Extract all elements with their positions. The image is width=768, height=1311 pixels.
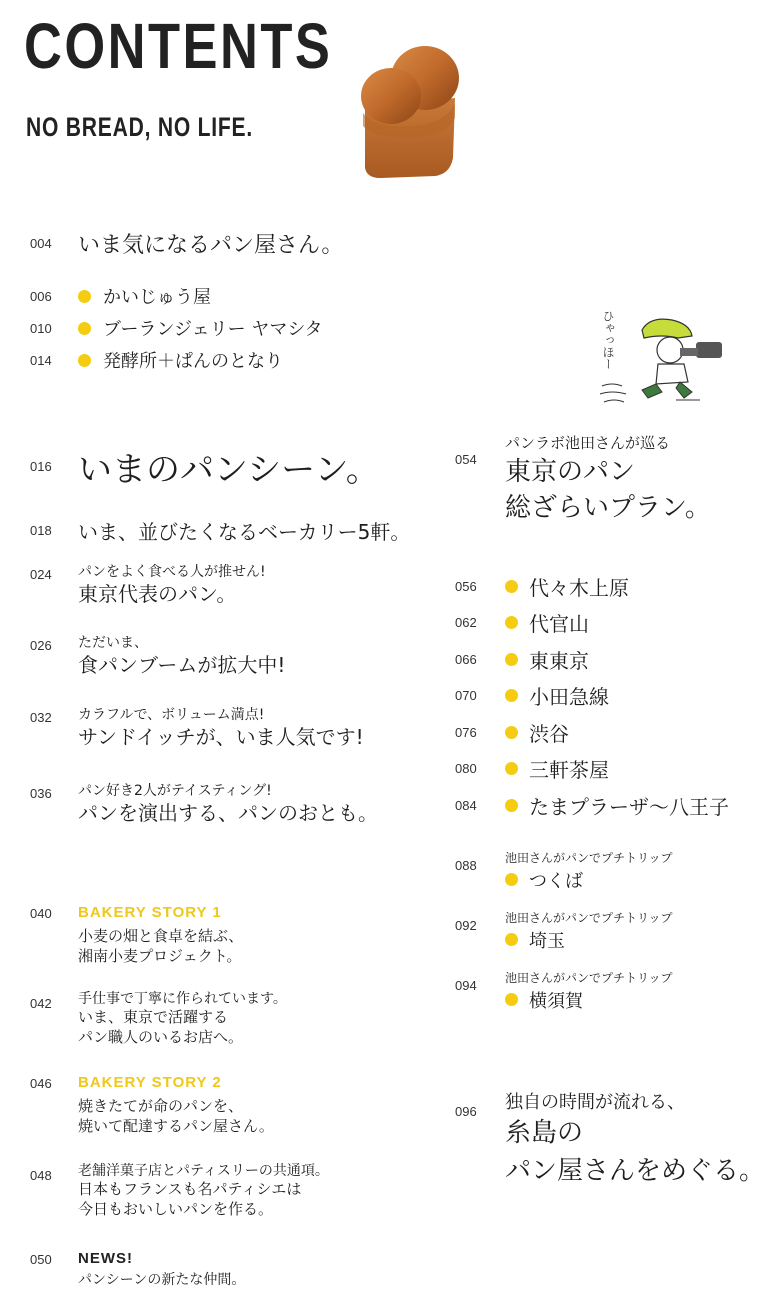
bullet-dot	[505, 873, 518, 886]
area-title: 小田急線	[529, 685, 609, 710]
area-list	[455, 568, 729, 824]
entry-line: パン職人のいるお店へ。	[78, 1027, 244, 1046]
entry-title: いま気になるパン屋さん。	[78, 233, 344, 258]
area-title: 代々木上原	[529, 575, 629, 600]
story-label: BAKERY STORY 2	[78, 1074, 222, 1091]
bullet-dot	[78, 322, 91, 335]
entry-line: 今日もおいしいパンを作る。	[78, 1199, 274, 1218]
page-number: 070	[455, 688, 477, 704]
trip-title: 埼玉	[529, 930, 565, 952]
entry-title: パンを演出する、パンのおとも。	[78, 801, 378, 826]
bread-loaf-image	[355, 38, 465, 183]
page-number: 040	[30, 906, 52, 921]
page-number: 036	[30, 786, 52, 801]
entry-title: ブーランジェリー ヤマシタ	[103, 319, 323, 340]
page-number: 084	[455, 797, 477, 813]
entry-line: 湘南小麦プロジェクト。	[78, 946, 242, 965]
page-number: 076	[455, 724, 477, 740]
entry-title: サンドイッチが、いま人気です!	[78, 725, 364, 750]
page-subtitle: NO BREAD, NO LIFE.	[26, 112, 253, 142]
feature-title-line: パン屋さんをめぐる。	[505, 1155, 766, 1186]
entry-line: 小麦の畑と食卓を結ぶ、	[78, 927, 244, 945]
area-entry[interactable]	[455, 751, 729, 788]
entry-line: いま、東京で活躍する	[78, 1008, 229, 1027]
bullet-dot	[505, 799, 518, 812]
page-number: 054	[455, 452, 477, 467]
feature-title-line: 総ざらいプラン。	[505, 492, 711, 523]
toc-entry[interactable]	[30, 634, 285, 678]
toc-entry[interactable]	[30, 563, 266, 607]
trip-subtitle: 池田さんがパンでプチトリップ	[505, 971, 673, 985]
entry-title: 発酵所＋ぱんのとなり	[103, 351, 283, 372]
entry-title: 東京代表のパン。	[78, 582, 237, 607]
feature-title-line: 東京のパン	[505, 456, 636, 487]
toc-entry[interactable]	[30, 1162, 329, 1219]
toc-entry[interactable]	[30, 706, 364, 750]
page-number: 062	[455, 615, 477, 631]
toc-entry[interactable]	[30, 1074, 274, 1136]
page-number: 032	[30, 710, 52, 725]
news-label: NEWS!	[78, 1250, 133, 1267]
toc-entry[interactable]	[30, 782, 378, 826]
trip-entry[interactable]	[455, 850, 673, 893]
page-number: 050	[30, 1252, 52, 1267]
feature-title-line: 糸島の	[505, 1118, 584, 1149]
trip-subtitle: 池田さんがパンでプチトリップ	[505, 911, 673, 925]
toc-entry[interactable]	[30, 1250, 245, 1289]
area-entry[interactable]	[455, 605, 729, 642]
area-entry[interactable]	[455, 787, 729, 824]
page-number: 094	[455, 978, 477, 993]
toc-entry[interactable]	[30, 283, 211, 309]
area-title: 東東京	[529, 648, 589, 673]
entry-line: 日本もフランスも名パティシエは	[78, 1180, 302, 1199]
page-number: 024	[30, 567, 52, 582]
page-number: 096	[455, 1104, 477, 1119]
section-heading[interactable]	[30, 442, 380, 491]
feature-entry[interactable]	[455, 1090, 765, 1191]
area-entry[interactable]	[455, 641, 729, 678]
entry-title: かいじゅう屋	[103, 287, 211, 308]
toc-entry[interactable]	[30, 904, 243, 966]
entry-line: 老舗洋菓子店とパティスリーの共通項。	[78, 1163, 329, 1179]
area-entry[interactable]	[455, 714, 729, 751]
page-number: 088	[455, 858, 477, 873]
page-number: 042	[30, 996, 52, 1011]
toc-entry[interactable]	[30, 347, 283, 373]
bullet-dot	[505, 616, 518, 629]
area-title: たまプラーザ〜八王子	[529, 794, 729, 819]
feature-entry[interactable]	[455, 434, 711, 526]
page-number: 014	[30, 352, 52, 368]
entry-subtitle: ただいま、	[78, 635, 148, 651]
trip-title: つくば	[529, 870, 583, 892]
feature-subtitle: パンラボ池田さんが巡る	[505, 434, 671, 452]
entry-title: 食パンブームが拡大中!	[78, 653, 286, 678]
bullet-dot	[505, 653, 518, 666]
entry-line: 焼きたてが命のパンを、	[78, 1097, 244, 1115]
area-title: 三軒茶屋	[529, 758, 609, 783]
bullet-dot	[505, 726, 518, 739]
story-label: BAKERY STORY 1	[78, 904, 222, 921]
area-entry[interactable]	[455, 568, 729, 605]
entry-line: 焼いて配達するパン屋さん。	[78, 1116, 274, 1135]
toc-entry[interactable]	[30, 228, 343, 259]
character-illustration	[592, 308, 742, 408]
bullet-dot	[505, 580, 518, 593]
trip-subtitle: 池田さんがパンでプチトリップ	[505, 851, 673, 865]
page-number: 056	[455, 578, 477, 594]
illustration-caption: ひゃっほー	[601, 310, 615, 370]
area-title: 代官山	[529, 612, 589, 637]
entry-subtitle: パン好き2人がテイスティング!	[78, 783, 272, 799]
page-number: 092	[455, 918, 477, 933]
entry-line: 手仕事で丁寧に作られています。	[78, 991, 287, 1007]
page-number: 006	[30, 288, 52, 304]
page-number: 046	[30, 1076, 52, 1091]
toc-entry[interactable]	[30, 315, 323, 341]
bullet-dot	[505, 933, 518, 946]
bullet-dot	[505, 689, 518, 702]
page-number: 018	[30, 523, 52, 538]
bullet-dot	[78, 290, 91, 303]
bullet-dot	[78, 354, 91, 367]
runner-icon	[592, 308, 742, 408]
area-title: 渋谷	[529, 721, 569, 746]
entry-line: パンシーンの新たな仲間。	[78, 1272, 246, 1288]
bullet-dot	[505, 762, 518, 775]
page-number: 080	[455, 761, 477, 777]
page-title: CONTENTS	[24, 10, 333, 82]
page-number: 016	[30, 459, 52, 474]
entry-subtitle: カラフルで、ボリューム満点!	[78, 707, 265, 723]
trip-entry[interactable]	[455, 910, 673, 953]
page-number: 004	[30, 236, 52, 251]
feature-subtitle: 独自の時間が流れる、	[505, 1092, 685, 1113]
bullet-dot	[505, 993, 518, 1006]
toc-entry[interactable]	[30, 990, 287, 1047]
page-number: 026	[30, 638, 52, 653]
page-number: 066	[455, 651, 477, 667]
entry-subtitle: パンをよく食べる人が推せん!	[78, 564, 266, 580]
page-number: 048	[30, 1168, 52, 1183]
area-entry[interactable]	[455, 678, 729, 715]
page-number: 010	[30, 320, 52, 336]
entry-title: いま、並びたくなるベーカリー5軒。	[78, 520, 411, 544]
trip-entry[interactable]	[455, 970, 673, 1013]
toc-entry[interactable]	[30, 516, 410, 545]
section-title: いまのパンシーン。	[78, 450, 380, 490]
trip-title: 横須賀	[529, 990, 583, 1012]
